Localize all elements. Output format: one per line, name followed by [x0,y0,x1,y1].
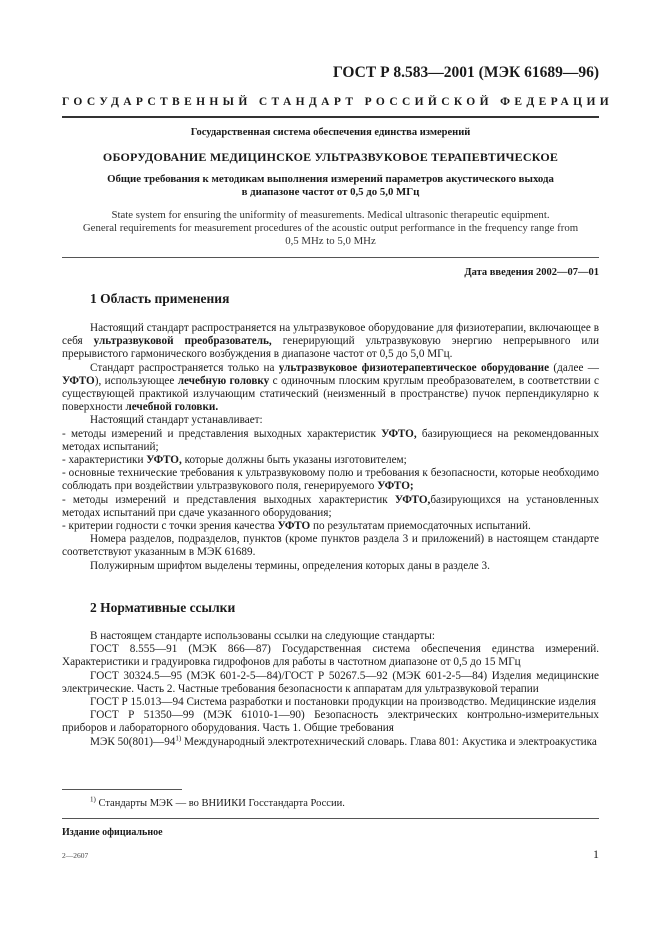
list-item: - основные технические требования к ультразвуковому полю и требования к безопасности, которые необходимо соблюдать при воздействии ультразвукового поля, генерируемого УФТО; [62,467,599,493]
reference-item: ГОСТ Р 51350—99 (МЭК 61010-1—90) Безопасность электрических контрольно-измерительных приборов и лабораторного оборудования. Часть 1. Общие требования [62,709,599,735]
reference-item: МЭК 50(801)—94$^{1)}$ Международный электротехнический словарь. Глава 801: Акустика и электроакустика [90,733,597,748]
english-title [62,209,599,248]
paragraph: В настоящем стандарте использованы ссылки на следующие стандарты: [90,630,435,642]
page-number: 1 [593,847,599,861]
english-line-3: 0,5 MHz to 5,0 MHz [285,235,376,247]
footnote-mark: 1) [90,795,96,804]
section-2-heading: 2 Нормативные ссылки [90,600,236,615]
gost-id: ГОСТ Р 8.583—2001 (МЭК 61689—96) [332,64,599,81]
reference-item: ГОСТ 8.555—91 (МЭК 866—87) Государственная система обеспечения единства измерений. Характеристики и градуировка гидрофонов для работы в частотном диапазоне от 0,5 до 15 МГц [62,643,599,669]
document-subtitle [62,173,599,199]
list-item: - методы измерений и представления выходных характеристик УФТО,базирующихся на установленных методах испытаний при сдаче указанного оборудования; [62,493,599,519]
reference-item: ГОСТ 30324.5—95 (МЭК 601-2-5—84)/ГОСТ Р 50267.5—92 (МЭК 601-2-5—84) Изделия медицинские электрические. Часть 2. Частные требования безопасности к аппаратам для ультразвуковой терапии [62,669,599,695]
paragraph: Полужирным шрифтом выделены термины, определения которых даны в разделе 3. [90,559,490,572]
subtitle-line-1: Общие требования к методикам выполнения измерений параметров акустического выхода [107,173,554,185]
header-rule [62,116,599,118]
paragraph: Настоящий стандарт устанавливает: [90,414,263,427]
print-code: 2—2607 [62,851,89,860]
paragraph: Настоящий стандарт распространяется на ультразвуковое оборудование для физиотерапии, включающее в себя ультразвуковой преобразователь, генерирующий ультразвуковую энергию непрерывного или прерывистого гармонического возбуждения в диапазоне частот от 0,5 до 5,0 МГц. [62,322,599,361]
document-title: ОБОРУДОВАНИЕ МЕДИЦИНСКОЕ УЛЬТРАЗВУКОВОЕ ТЕРАПЕВТИЧЕСКОЕ [102,150,559,164]
subtitle-line-2: в диапазоне частот от 0,5 до 5,0 МГц [241,186,420,198]
reference-item: ГОСТ Р 15.013—94 Система разработки и постановки продукции на производство. Медицинские изделия [90,696,597,709]
list-item: - характеристики УФТО, которые должны быть указаны изготовителем; [62,454,407,467]
list-item: - методы измерений и представления выходных характеристик УФТО, базирующиеся на рекомендованных методах испытаний; [62,427,599,453]
official-edition-label: Издание официальное [62,827,163,838]
introduction-date: Дата введения 2002—07—01 [464,267,599,278]
footnote-marker: 1) [175,733,182,742]
footnote: $^{1)}$ Стандарты МЭК — во ВНИИКИ Госстандарта России. [90,795,345,809]
title-rule [62,257,599,258]
section-1-heading: 1 Область применения [90,291,230,306]
state-standard-banner: ГОСУДАРСТВЕННЫЙ СТАНДАРТ РОССИЙСКОЙ ФЕДЕРАЦИИ [62,96,614,108]
list-item: - критерии годности с точки зрения качества УФТО по результатам приемосдаточных испытаний. [62,520,531,533]
footnote-rule [62,789,182,790]
english-line-2: General requirements for measurement procedures of the acoustic output performance in the frequency range from [82,222,579,234]
section-2-body [62,630,599,749]
section-1-body [62,322,599,573]
paragraph: Стандарт распространяется только на ультразвуковое физиотерапевтическое оборудование (далее — УФТО), использующее лечебную головку с одиночным плоским круглым преобразователем, в соответствии с существующей практикой излучающим статический (неизменный в пространстве) пучок перпендикулярно к поверхности лечебной головки. [62,361,599,414]
english-line-1: State system for ensuring the uniformity of measurements. Medical ultrasonic therapeutic equipment. [111,209,550,221]
footer-rule [62,818,599,819]
system-title: Государственная система обеспечения единства измерений [190,127,471,138]
paragraph: Номера разделов, подразделов, пунктов (кроме пунктов раздела 3 и приложений) в настоящем стандарте соответствуют указанным в МЭК 61689. [62,533,599,559]
